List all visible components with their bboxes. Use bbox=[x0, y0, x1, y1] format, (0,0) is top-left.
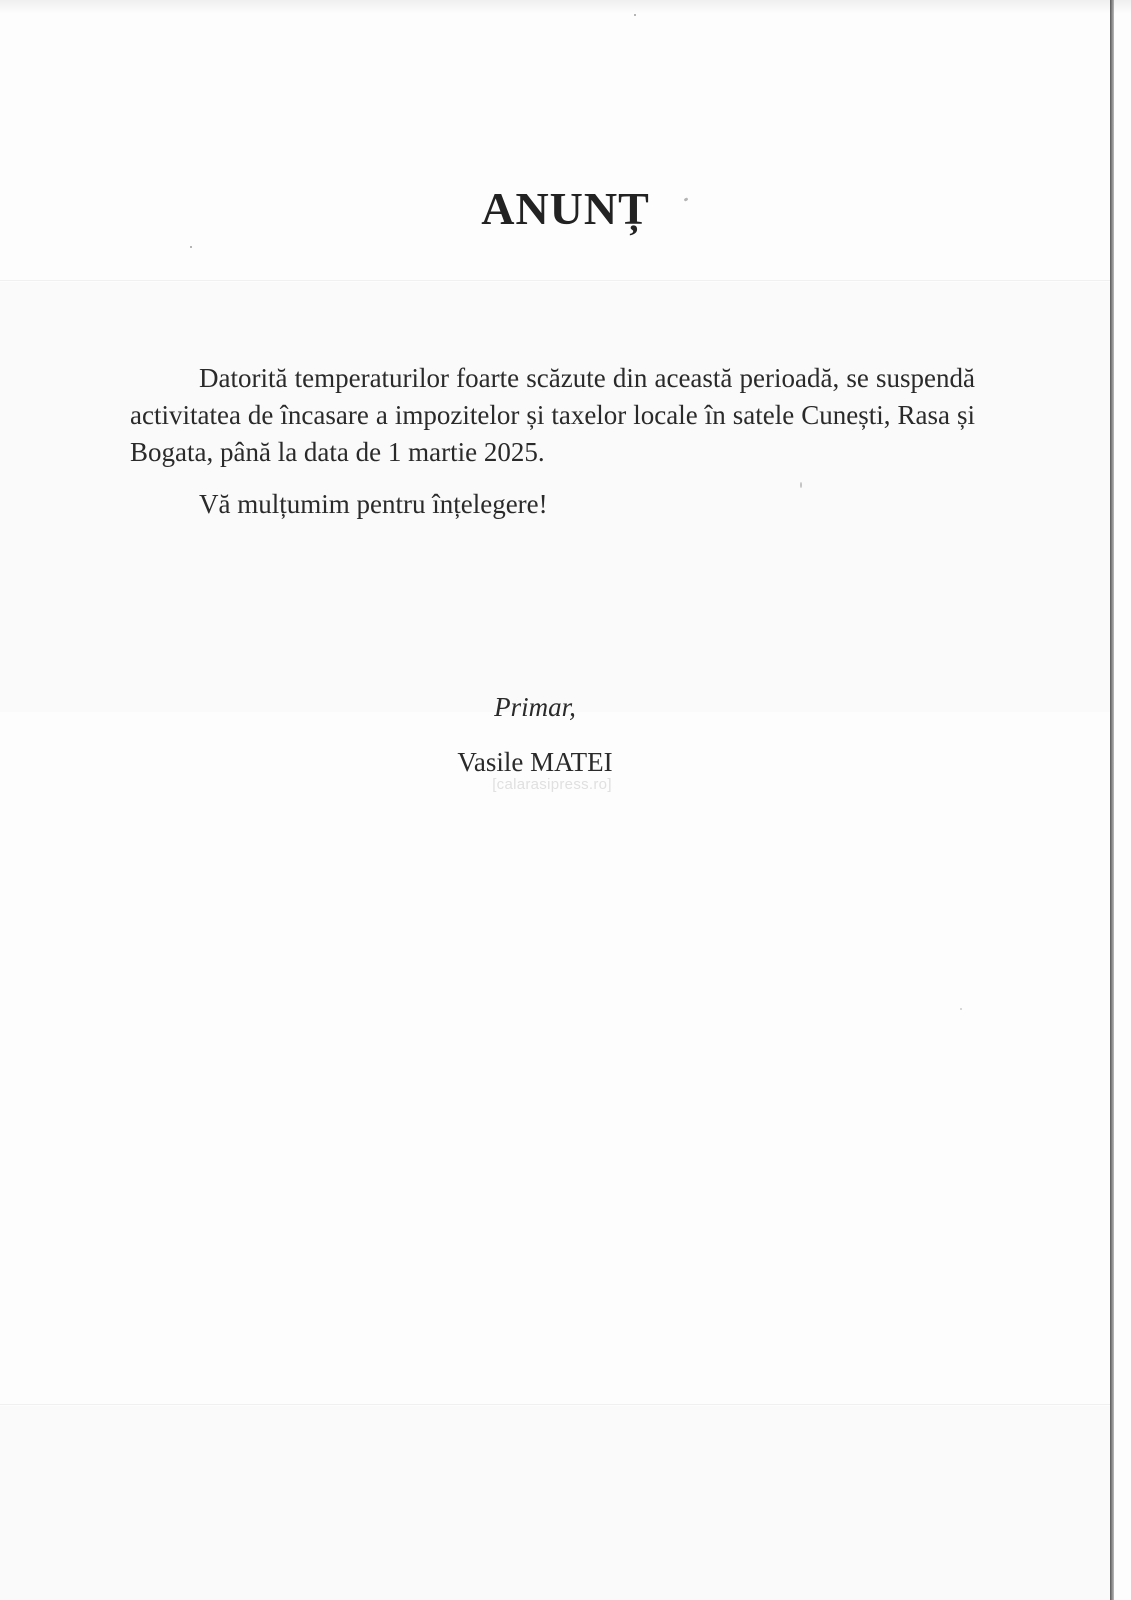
signature-name: Vasile MATEI bbox=[457, 747, 613, 777]
scan-speck bbox=[190, 246, 192, 248]
scan-speck bbox=[960, 1008, 962, 1010]
watermark: [calarasipress.ro] bbox=[492, 776, 612, 793]
scan-band bbox=[0, 1404, 1110, 1405]
scan-shade bbox=[0, 282, 1110, 712]
scan-band bbox=[0, 280, 1110, 281]
signature-role: Primar, bbox=[494, 692, 576, 722]
announcement-body: Datorită temperaturilor foarte scăzute din această perioadă, se suspendă activitatea de încasare a impozitelor și taxelor locale în satele Cunești, Rasa și Bogata, până la data de 1 martie 2025. bbox=[130, 363, 975, 467]
scan-top-edge bbox=[0, 0, 1131, 14]
document-title: ANUNȚ bbox=[481, 183, 650, 234]
scan-right-edge bbox=[1110, 0, 1114, 1600]
thanks-line: Vă mulțumim pentru înțelegere! bbox=[199, 489, 548, 519]
scan-speck bbox=[800, 482, 802, 488]
scan-shade bbox=[0, 1406, 1110, 1600]
scan-speck bbox=[634, 14, 636, 16]
